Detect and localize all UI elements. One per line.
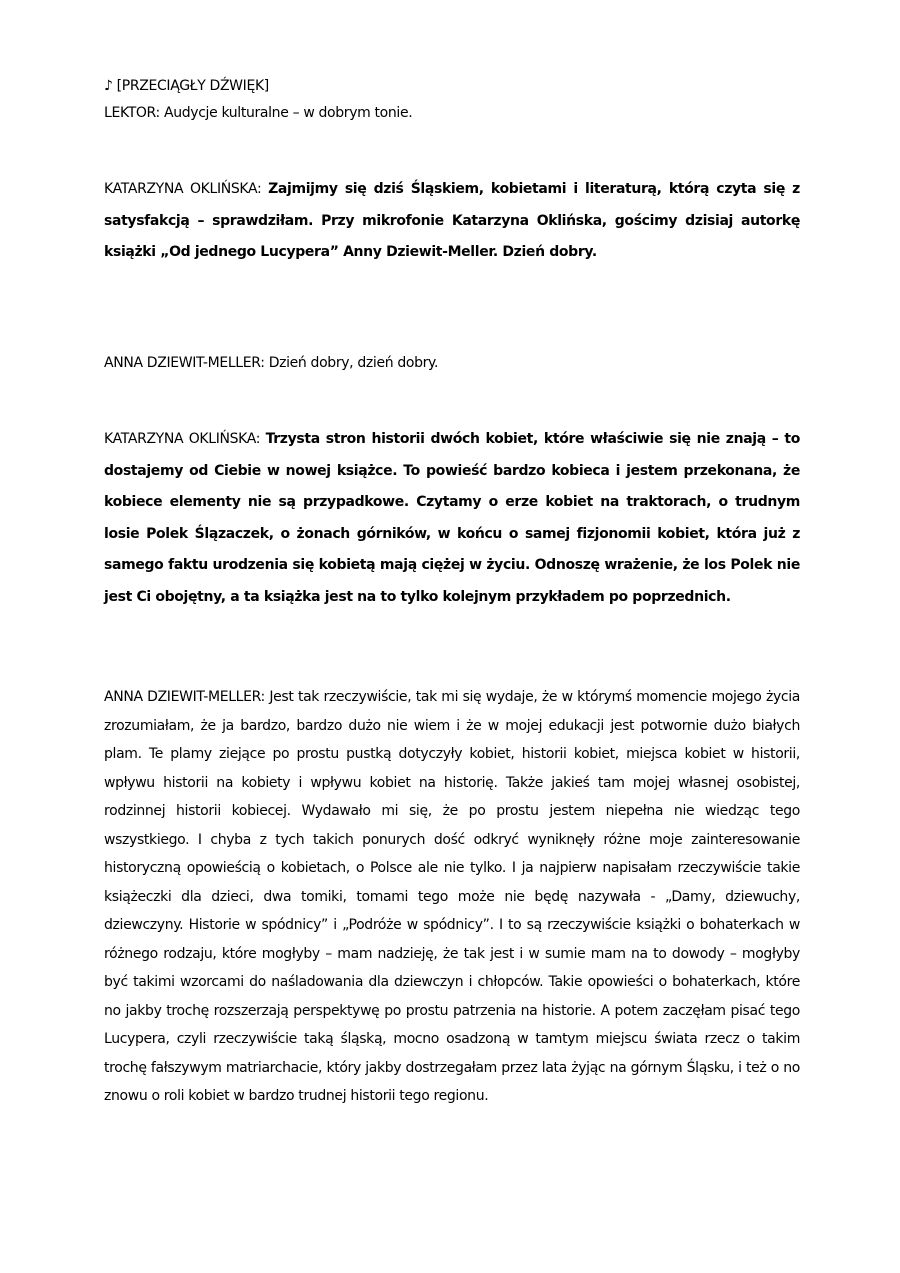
intro-block	[104, 73, 800, 127]
transcript-entry	[104, 348, 800, 380]
transcript-entry	[104, 174, 800, 269]
utterance-text: Trzysta stron historii dwóch kobiet, które właściwie się nie znają – to dostajemy od Ciebie w nowej książce. To powieść bardzo kobieca i jestem przekonana, że kobiece elementy nie są przypadkowe. Czytamy o erze kobiet na traktorach, o trudnym losie Polek Ślązaczek, o żonach górników, w końcu o samej fizjonomii kobiet, która już z samego faktu urodzenia się kobietą mają ciężej w życiu. Odnoszę wrażenie, że los Polek nie jest Ci obojętny, a ta książka jest na to tylko kolejnym przykładem po poprzednich.	[104, 431, 800, 605]
lector-text: Audycje kulturalne – w dobrym tonie.	[163, 105, 413, 121]
speaker-name: KATARZYNA OKLIŃSKA:	[104, 181, 262, 197]
sound-cue: ♪ [PRZECIĄGŁY DŹWIĘK]	[104, 78, 269, 94]
utterance-text: Zajmijmy się dziś Śląskiem, kobietami i literaturą, którą czyta się z satysfakcją – sprawdziłam. Przy mikrofonie Katarzyna Oklińska, gościmy dzisiaj autorkę książki „Od jednego Lucypera” Anny Dziewit-Meller. Dzień dobry.	[104, 181, 800, 260]
speaker-name: KATARZYNA OKLIŃSKA:	[104, 431, 261, 447]
speaker-name: ANNA DZIEWIT-MELLER:	[104, 355, 265, 371]
utterance-text: Jest tak rzeczywiście, tak mi się wydaje, że w którymś momencie mojego życia zrozumiałam, że ja bardzo, bardzo dużo nie wiem i że w mojej edukacji jest potwornie dużo białych plam. Te plamy ziejące po prostu pustką dotyczyły kobiet, historii kobiet, miejsca kobiet w historii, wpływu historii na kobiety i wpływu kobiet na historię. Także jakieś tam mojej własnej osobistej, rodzinnej historii kobiecej. Wydawało mi się, że po prostu jestem niepełna nie wiedząc tego wszystkiego. I chyba z tych takich ponurych dość odkryć wyniknęły różne moje zainteresowanie historyczną opowieścią o kobietach, o Polsce ale nie tylko. I ja najpierw napisałam rzeczywiście takie książeczki dla dzieci, dwa tomiki, tomami tego może nie będę nazywała - „Damy, dziewuchy, dziewczyny. Historie w spódnicy” i „Podróże w spódnicy”. I to są rzeczywiście książki o bohaterkach w różnego rodzaju, które mogłyby – mam nadzieję, że tak jest i w sumie mam na to dowody – mogłyby być takimi wzorcami do naśladowania dla dziewczyn i chłopców. Takie opowieści o bohaterkach, które no jakby trochę rozszerzają perspektywę po prostu patrzenia na historie. A potem zaczęłam pisać tego Lucypera, czyli rzeczywiście taką śląską, mocno osadzoną w tamtym miejscu świata rzecz o takim trochę fałszywym matriarchacie, który jakby dostrzegałam przez lata żyjąc na górnym Śląsku, i też o no znowu o roli kobiet w bardzo trudnej historii tego regionu.	[104, 689, 800, 1104]
utterance-text: Dzień dobry, dzień dobry.	[268, 355, 439, 371]
lector-line	[104, 100, 800, 127]
transcript-entry	[104, 683, 800, 1111]
speaker-name: LEKTOR:	[104, 105, 160, 121]
transcript-entry	[104, 424, 800, 613]
speaker-name: ANNA DZIEWIT-MELLER:	[104, 689, 265, 705]
